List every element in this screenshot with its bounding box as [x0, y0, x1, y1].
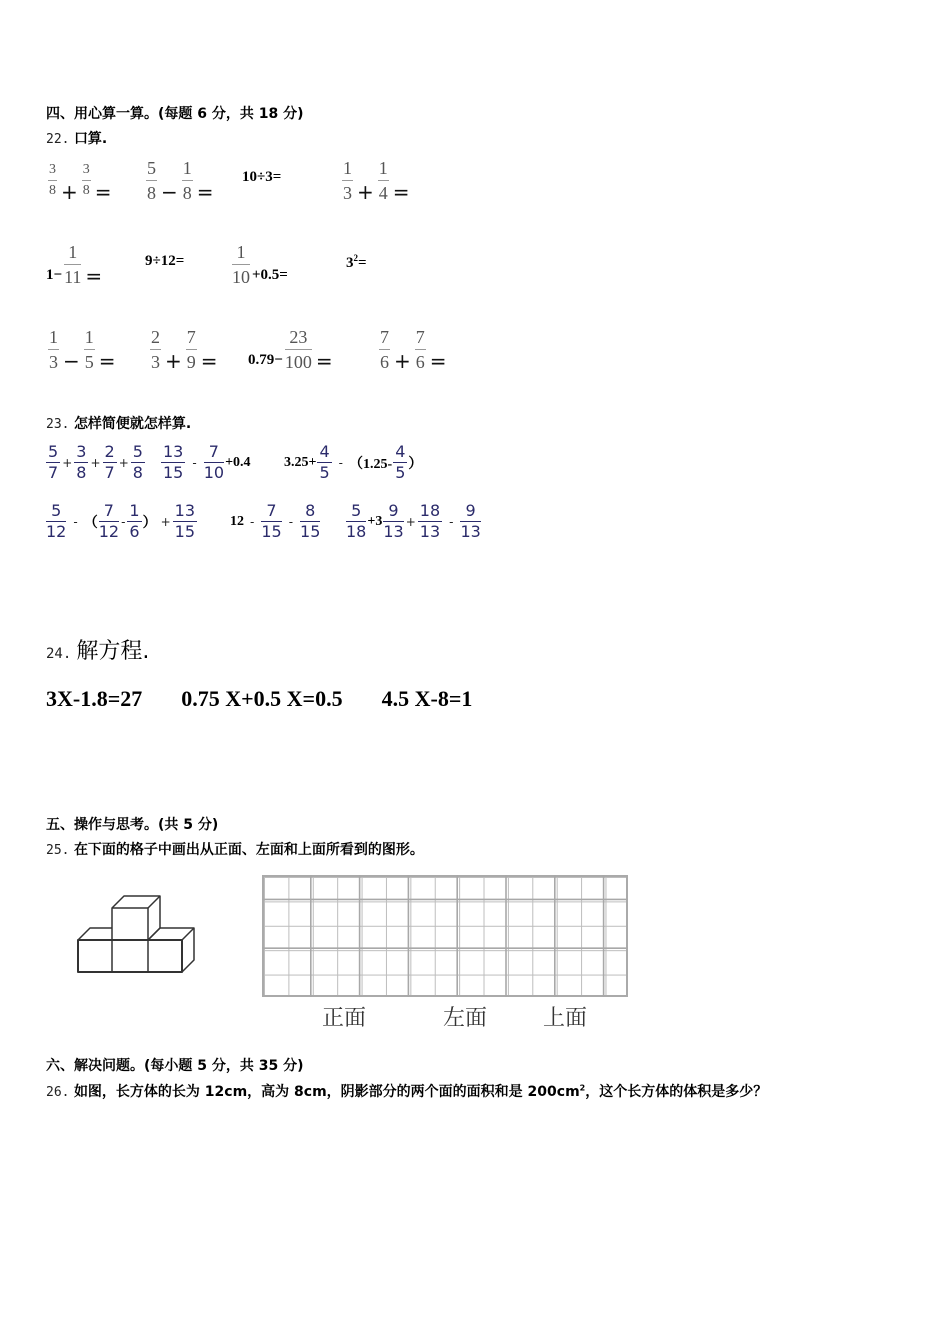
expression-suffix: +0.4 [225, 454, 251, 470]
oral-calc-11 [248, 327, 335, 372]
fraction: $\frac{5}{12}$ [46, 501, 67, 541]
operator: + [62, 455, 73, 470]
equals: = [85, 263, 103, 288]
fraction: $\frac{1}{8}$ [182, 158, 192, 203]
equation-3: 4.5 X-8=1 [381, 686, 473, 711]
operator: + [394, 348, 411, 373]
question-text: 如图，长方体的长为 12cm，高为 8cm，阴影部分的两个面的面积和是 $200cm^2$，这个长方体的体积是多少？ [73, 1083, 768, 1100]
operator: + [165, 348, 182, 373]
operator: + [357, 179, 374, 204]
operator: − [63, 348, 80, 373]
equation-1: 3X-1.8=27 [46, 686, 143, 711]
oral-calc-3 [242, 158, 282, 185]
fraction: $\frac{8}{15}$ [300, 501, 321, 541]
mixed-number-whole: +3 [367, 513, 383, 529]
operator: - [288, 514, 294, 529]
oral-calc-7 [230, 242, 288, 287]
operator: + [90, 455, 101, 470]
equals: = [98, 348, 116, 373]
question-text: 怎样简便就怎样算. [73, 416, 192, 432]
equations [46, 686, 472, 712]
operator: + [118, 455, 129, 470]
fraction: $\frac{7}{12}$ [98, 501, 120, 541]
oral-calc-10 [148, 327, 220, 372]
question-22-title [46, 128, 107, 148]
question-text: 解方程. [76, 639, 150, 664]
question-number: 22. [46, 132, 70, 147]
fraction: $\frac{7}{6}$ [380, 327, 389, 372]
fraction: $\frac{9}{13}$ [383, 501, 404, 541]
fraction: $\frac{13}{15}$ [174, 501, 196, 541]
oral-calc-4 [340, 158, 412, 203]
operator: + [61, 179, 78, 204]
fraction: $\frac{7}{10}$ [203, 442, 225, 482]
fraction: $\frac{1}{10}$ [232, 242, 250, 287]
operator: - [73, 514, 78, 529]
equals: = [429, 348, 447, 373]
fraction: $\frac{1}{11}$ [64, 242, 82, 287]
fraction: $\frac{1}{3}$ [49, 327, 58, 372]
operator: - [449, 514, 454, 529]
equals: = [200, 348, 218, 373]
fraction: $\frac{5}{8}$ [147, 158, 156, 203]
paren-close: ） [142, 515, 157, 531]
equals: = [392, 179, 410, 204]
equals: = [196, 179, 214, 204]
expression: 9÷12= [145, 253, 185, 269]
simplify-expr-6 [345, 502, 482, 541]
question-number: 25. [46, 843, 70, 858]
question-24-title [46, 634, 149, 665]
expression-prefix: 1− [46, 267, 63, 283]
fraction: $\frac{1}{6}$ [129, 501, 140, 541]
operator: + [160, 514, 171, 529]
operator: - [250, 514, 255, 529]
fraction: $\frac{7}{15}$ [261, 501, 282, 541]
fraction: $\frac{2}{3}$ [151, 327, 160, 372]
fraction: $\frac{9}{13}$ [460, 501, 481, 541]
simplify-expr-3 [284, 443, 422, 482]
paren-open: （ [83, 515, 98, 531]
oral-calc-6 [145, 242, 185, 269]
fraction: $\frac{1}{3}$ [343, 158, 352, 203]
fraction: $\frac{3}{8}$ [82, 162, 90, 198]
expression-suffix: +0.5= [252, 267, 288, 283]
oral-calc-12 [377, 327, 449, 372]
equation-2: 0.75 X+0.5 X=0.5 [181, 686, 343, 711]
simplify-expr-2 [160, 443, 251, 482]
oral-calc-9 [46, 327, 118, 372]
fraction: $\frac{1}{4}$ [378, 158, 388, 203]
fraction: $\frac{23}{100}$ [284, 327, 312, 372]
expression: $3^2=$ [346, 253, 367, 271]
question-25-title [46, 839, 424, 859]
question-text: 在下面的格子中画出从正面、左面和上面所看到的图形。 [73, 842, 424, 858]
fraction: $\frac{7}{9}$ [186, 327, 196, 372]
operator: + [405, 514, 416, 529]
fraction: $\frac{4}{5}$ [319, 442, 330, 482]
fraction: $\frac{5}{18}$ [346, 501, 367, 541]
operator: - [121, 514, 126, 529]
expression-middle: （1.25- [349, 456, 393, 472]
top-view-label: 上面 [543, 1006, 588, 1031]
equals: = [315, 348, 333, 373]
expression-prefix: 12 [230, 513, 244, 529]
left-view-label: 左面 [443, 1006, 488, 1031]
fraction: $\frac{5}{8}$ [132, 442, 143, 482]
simplify-expr-1 [45, 443, 146, 482]
front-view-label: 正面 [322, 1006, 367, 1031]
oral-calc-2 [144, 158, 216, 203]
equals: = [94, 179, 112, 204]
cube-stack-figure [70, 888, 205, 978]
fraction: $\frac{18}{13}$ [419, 501, 441, 541]
question-number: 23. [46, 417, 70, 432]
fraction: $\frac{3}{8}$ [76, 442, 87, 482]
section-5-heading: 五、操作与思考。(共 5 分) [46, 817, 219, 833]
expression-prefix: 3.25+ [284, 454, 317, 470]
oral-calc-8 [346, 242, 367, 271]
question-text: 口算. [73, 131, 108, 147]
fraction: $\frac{7}{6}$ [415, 327, 425, 372]
question-number: 26. [46, 1085, 70, 1100]
question-23-title [46, 413, 191, 433]
expression: 10÷3= [242, 169, 282, 185]
operator: - [338, 455, 344, 470]
simplify-expr-5 [230, 502, 321, 541]
fraction: $\frac{2}{7}$ [104, 442, 115, 482]
oral-calc-5 [46, 242, 104, 287]
operator: - [192, 455, 197, 470]
paren-close: ） [408, 456, 423, 472]
fraction: $\frac{1}{5}$ [84, 327, 94, 372]
operator: − [161, 179, 178, 204]
drawing-grid[interactable] [262, 875, 628, 997]
oral-calc-1 [46, 162, 114, 204]
fraction: $\frac{5}{7}$ [48, 442, 59, 482]
section-4-heading: 四、用心算一算。(每题 6 分，共 18 分) [46, 106, 304, 122]
fraction: $\frac{3}{8}$ [49, 162, 56, 198]
simplify-expr-4 [45, 502, 198, 541]
question-26 [46, 1081, 767, 1101]
expression-prefix: 0.79− [248, 352, 283, 368]
fraction: $\frac{4}{5}$ [395, 442, 406, 482]
fraction: $\frac{13}{15}$ [163, 442, 184, 482]
section-6-heading: 六、解决问题。(每小题 5 分，共 35 分) [46, 1058, 304, 1074]
question-number: 24. [46, 646, 72, 662]
